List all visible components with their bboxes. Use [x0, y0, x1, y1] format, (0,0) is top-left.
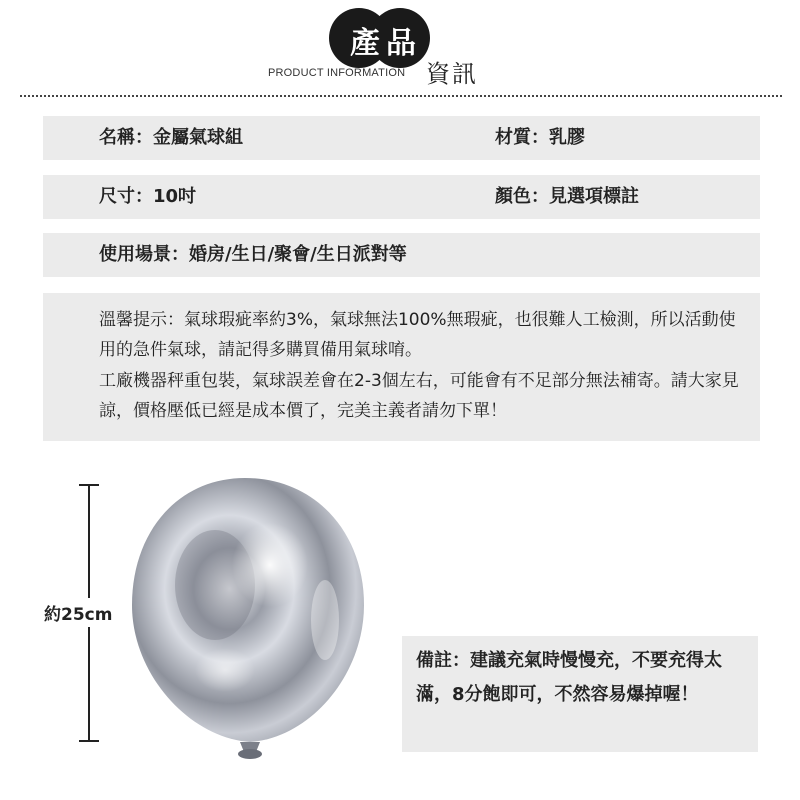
dotted-divider: [20, 95, 782, 97]
measure-tick-bottom: [79, 740, 99, 742]
corner-decoration: [20, 0, 80, 6]
notice-paragraph-2: 工廠機器秤重包裝，氣球誤差會在2-3個左右，可能會有不足部分無法補寄。請大家見諒，價格壓低已經是成本價了，完美主義者請勿下單！: [99, 371, 739, 421]
spec-usage: 使用場景：婚房/生日/聚會/生日派對等: [99, 244, 407, 265]
size-measure: [0, 480, 130, 750]
spec-color: 顏色：見選項標註: [495, 186, 639, 207]
notice-paragraph-1: 溫馨提示：氣球瑕疵率約3%，氣球無法100%無瑕疵，也很難人工檢測，所以活動使用的急件氣球，請記得多購買備用氣球唷。: [99, 310, 736, 360]
page-header: [0, 0, 800, 100]
spec-size: 尺寸：10吋: [99, 186, 197, 207]
header-subtitle-zh: 資訊: [426, 60, 478, 88]
notice-box: [43, 293, 760, 441]
header-subtitle-en: PRODUCT INFORMATION: [268, 67, 406, 79]
spec-row-usage: [43, 233, 760, 277]
silver-balloon-image: [120, 470, 380, 770]
note-text: 備註：建議充氣時慢慢充，不要充得太滿，8分飽即可，不然容易爆掉喔！: [416, 650, 722, 705]
spec-name: 名稱：金屬氣球組: [99, 127, 243, 148]
spec-row-size-color: [43, 175, 760, 219]
spec-material: 材質：乳膠: [495, 127, 585, 148]
note-box: [402, 636, 758, 752]
measure-label: 約25cm: [44, 598, 112, 627]
header-badge-title: 產品: [350, 26, 422, 61]
spec-row-name-material: [43, 116, 760, 160]
